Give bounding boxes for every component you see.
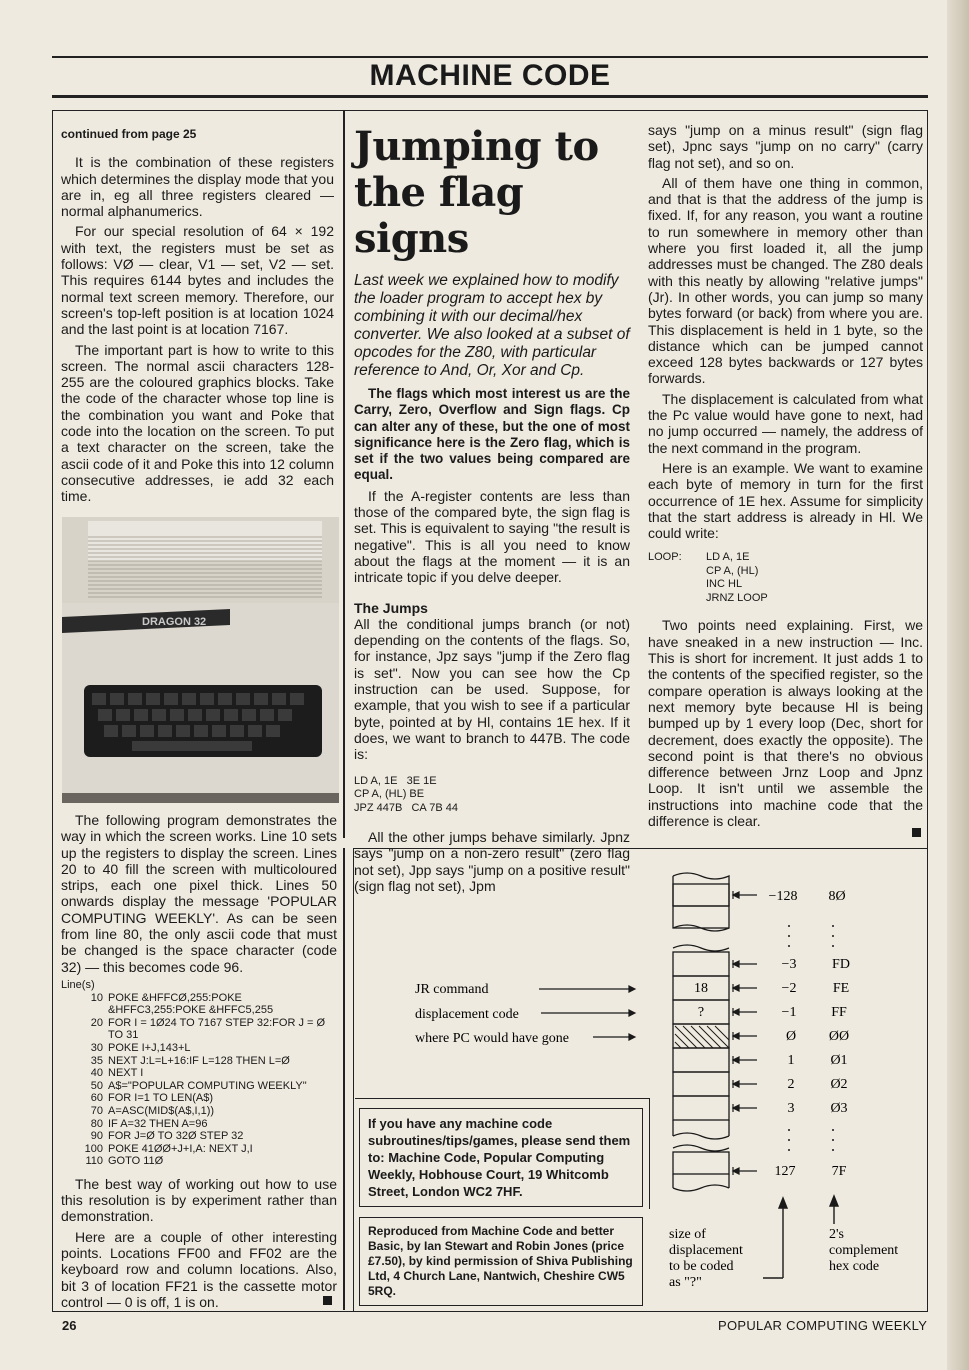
program-line: 30 POKE I+J,143+L xyxy=(90,1041,191,1054)
program-line: 100 POKE 41ØØ+J+I,A: NEXT J,I xyxy=(84,1142,253,1155)
article-intro: Last week we explained how to modify the loader program to accept hex by combining it with our decimal/hex converter. We also looked at a subset of opcodes for the Z80, with particular reference to And, Or, Xor and Cp. xyxy=(354,272,630,379)
program-header: Line(s) xyxy=(61,978,95,991)
section-title: MACHINE CODE xyxy=(369,59,611,92)
program-line: 110 GOTO 11Ø xyxy=(85,1155,164,1168)
dec-value: 3 xyxy=(787,1101,795,1116)
dragon-32-photo xyxy=(62,517,339,803)
program-line: 10 POKE &HFFCØ,255:POKE &HFFC3,255:POKE &HFFC5,255 xyxy=(90,991,274,1017)
column-3 xyxy=(648,122,923,833)
hex-value: FD xyxy=(832,957,850,972)
paragraph: Here is an example. We want to examine each byte of memory in turn for the first occurrence of 1E hex. Assume for simplicity that the start address is already in Hl. We could write: xyxy=(648,459,923,542)
hex-value: Ø2 xyxy=(830,1077,848,1092)
column-2 xyxy=(354,124,630,898)
submission-text: If you have any machine code subroutines/tips/games, please send them to: Machine Code, Popular Computing Weekly, Hobhouse Court, 19 Whitcomb Street, London WC2 7HF. xyxy=(368,1116,631,1199)
label-where-pc: where PC would have gone xyxy=(415,1031,569,1046)
paragraph: The best way of working out how to use this resolution is by experiment rather than demonstration. xyxy=(61,1175,337,1225)
paragraph: Two points need explaining. First, we have sneaked in a new instruction — Inc. This is short for increment. It just adds 1 to the contents of the specified register, so the compare operation is always looking at the next memory byte because Hl is being bumped up by 1 every loop (Dec, short for decrement, does exactly the opposite). The second point is that there's no obvious difference between Jrnz Loop and Jpnz Loop. It isn't until we assemble the instructions into machine code that the difference is clear. xyxy=(648,617,923,829)
caption-left-line: to be coded xyxy=(669,1259,734,1274)
headline-line-1: Jumping to xyxy=(354,123,599,170)
basic-program xyxy=(61,979,337,1168)
column-divider-1b xyxy=(343,848,345,1310)
submission-inset xyxy=(359,1108,643,1207)
caption-left-line: size of xyxy=(669,1227,706,1242)
label-displacement-code: displacement code xyxy=(415,1007,519,1022)
dec-value: 2 xyxy=(787,1077,795,1092)
hex-value: ØØ xyxy=(828,1029,850,1044)
article-headline xyxy=(354,124,630,262)
hex-value: FF xyxy=(831,1005,847,1020)
dec-value: 127 xyxy=(774,1164,796,1179)
dec-value: −2 xyxy=(781,981,797,996)
program-line: 40 NEXT I xyxy=(90,1067,144,1080)
masthead-rule xyxy=(52,95,928,98)
dec-value: −1 xyxy=(781,1005,797,1020)
paragraph: The important part is how to write to this screen. The normal ascii characters 128-255 are the coloured graphics blocks. Take the code of the character whose top line is the combination you want and Poke that code into the location on the screen. To put a text character on the screen, take the ascii code of it and Poke this into 12 column consecutive addresses, ie add 32 each time. xyxy=(61,341,334,505)
caption-left-line: displacement xyxy=(669,1243,743,1258)
dec-value: −128 xyxy=(768,889,798,904)
caption-left-line: as "?" xyxy=(669,1275,702,1290)
program-line: 20 FOR I = 1Ø24 TO 7167 STEP 32:FOR J = Ø TO 31 xyxy=(90,1016,326,1042)
cell-jr-value: 18 xyxy=(694,981,708,996)
dec-value: −3 xyxy=(781,957,797,972)
subhead-the-jumps: The Jumps xyxy=(354,599,428,616)
dec-value: 1 xyxy=(787,1053,795,1068)
hex-value: Ø3 xyxy=(830,1101,848,1116)
paragraph: For our special resolution of 64 × 192 with text, the registers must be set as follows: VØ — clear, V1 — set, V2 — set. This requires 6144 bytes and includes the normal text screen memory. Therefore, our screen's top-left position is at location 1024 and the last point is at location 7167. xyxy=(61,223,334,338)
program-line: 60 FOR I=1 TO LEN(A$) xyxy=(90,1092,214,1105)
hex-value: 7F xyxy=(831,1164,847,1179)
loop-label: LOOP: xyxy=(648,551,682,564)
paragraph: The displacement is calculated from what the Pc value would have gone to next, had no jump occurred — namely, the address of the next command in the program. xyxy=(648,390,923,456)
end-mark xyxy=(323,1296,332,1305)
page-number: 26 xyxy=(62,1318,77,1333)
caption-right-line: complement xyxy=(829,1243,899,1258)
dec-value: Ø xyxy=(785,1029,797,1044)
paragraph: All of them have one thing in common, and that is that the address of the jump is fixed. If, for any reason, you want a routine to run somewhere in memory other than where you first loaded it, all the jump addresses must be changed. The Z80 deals with this neatly by allowing "relative jumps" (Jr). In other words, you can jump so many bytes forward (or back) from where you are. This displacement is held in 1 byte, so the distance which can be jumped cannot exceed 128 bytes backwards or 127 bytes forwards. xyxy=(648,174,923,387)
label-jr-command: JR command xyxy=(415,982,489,997)
program-line: 35 NEXT J:L=L+16:IF L=128 THEN L=Ø xyxy=(90,1054,290,1067)
column-1-continued xyxy=(61,812,337,1314)
paragraph: If the A-register contents are less than those of the compared byte, the sign flag is set. This is equivalent to saying "the result is negative". This is all you need to know about the flags at the moment — it is an intricate topic if you delve deeper. xyxy=(354,487,630,586)
continued-note: continued from page 25 xyxy=(61,127,197,141)
cell-displacement-value: ? xyxy=(697,1005,705,1020)
caption-right-line: hex code xyxy=(829,1259,880,1274)
end-mark xyxy=(912,828,921,837)
paragraph: Here are a couple of other interesting points. Locations FF00 and FF02 are the keyboard row and column locations. Also, bit 3 of location FF21 is the cassette motor control — 0 is off, 1 is on. xyxy=(61,1228,337,1310)
program-line: 50 A$="POPULAR COMPUTING WEEKLY" xyxy=(90,1079,307,1092)
caption-right-line: 2's xyxy=(829,1227,844,1242)
headline-line-2: the flag signs xyxy=(354,169,524,262)
paragraph: All the other jumps behave similarly. Jpnz says "jump on a non-zero result" (zero flag not set), Jpp says "jump on a positive result" (sign flag not set), Jpm xyxy=(354,829,630,894)
paragraph: says "jump on a minus result" (sign flag set), Jpnc says "jump on no carry" (carry flag not set), and so on. xyxy=(648,122,923,171)
program-line: 70 A=ASC(MID$(A$,I,1)) xyxy=(90,1104,215,1117)
credit-inset xyxy=(359,1217,643,1306)
hex-value: 8Ø xyxy=(828,889,846,904)
loop-code-block: LOOP: LD A, 1E CP A, (HL) INC HL JRNZ LOOP xyxy=(648,551,768,604)
paragraph: It is the combination of these registers which determines the display mode that you are in, eg all three registers cleared — normal alphanumerics. xyxy=(61,154,334,220)
hex-value: Ø1 xyxy=(830,1053,848,1068)
paragraph: All the conditional jumps branch (or not) depending on the contents of the flags. So, for instance, Jpz says "jump if the Zero flag is set". Now you can see how the Cp instruction can be used. Suppose, for example, that you wish to see if a particular byte, pointed at by Hl, contains 1E hex. If it does, we want to branch to 447B. The code is: xyxy=(354,615,630,763)
magazine-name: POPULAR COMPUTING WEEKLY xyxy=(718,1318,928,1333)
program-line: 80 IF A=32 THEN A=96 xyxy=(90,1117,208,1130)
page-edge xyxy=(947,0,969,1370)
column-divider-1 xyxy=(343,110,345,838)
credit-text: Reproduced from Machine Code and better Basic, by Ian Stewart and Robin Jones (price £7.50), by kind permission of Shiva Publishing Ltd, 4 Church Lane, Nantwich, Cheshire CW5 5RQ. xyxy=(368,1224,633,1298)
code-block: LD A, 1E 3E 1E CP A, (HL) BE JPZ 447B CA 7B 44 xyxy=(354,774,458,814)
paragraph: The following program demonstrates the way in which the screen works. Line 10 sets up the registers to display the screen. Lines 20 to 40 fill the screen with multicoloured strips, each one pixel thick. Lines 50 onwards display the message 'POPULAR COMPUTING WEEKLY'. As can be seen from line 80, the only ascii code that must be changed is the space character (code 32) — this becomes code 96. xyxy=(61,812,337,975)
column-1 xyxy=(61,126,334,509)
program-line: 90 FOR J=Ø TO 32Ø STEP 32 xyxy=(90,1130,244,1143)
photo-label: DRAGON 32 xyxy=(142,616,207,628)
hex-value: FE xyxy=(832,981,850,996)
paragraph: The flags which most interest us are the Carry, Zero, Overflow and Sign flags. Cp can alter any of these, but the one of most significance here is the Zero flag, which is set if the two values being compared are equal. xyxy=(354,386,630,483)
